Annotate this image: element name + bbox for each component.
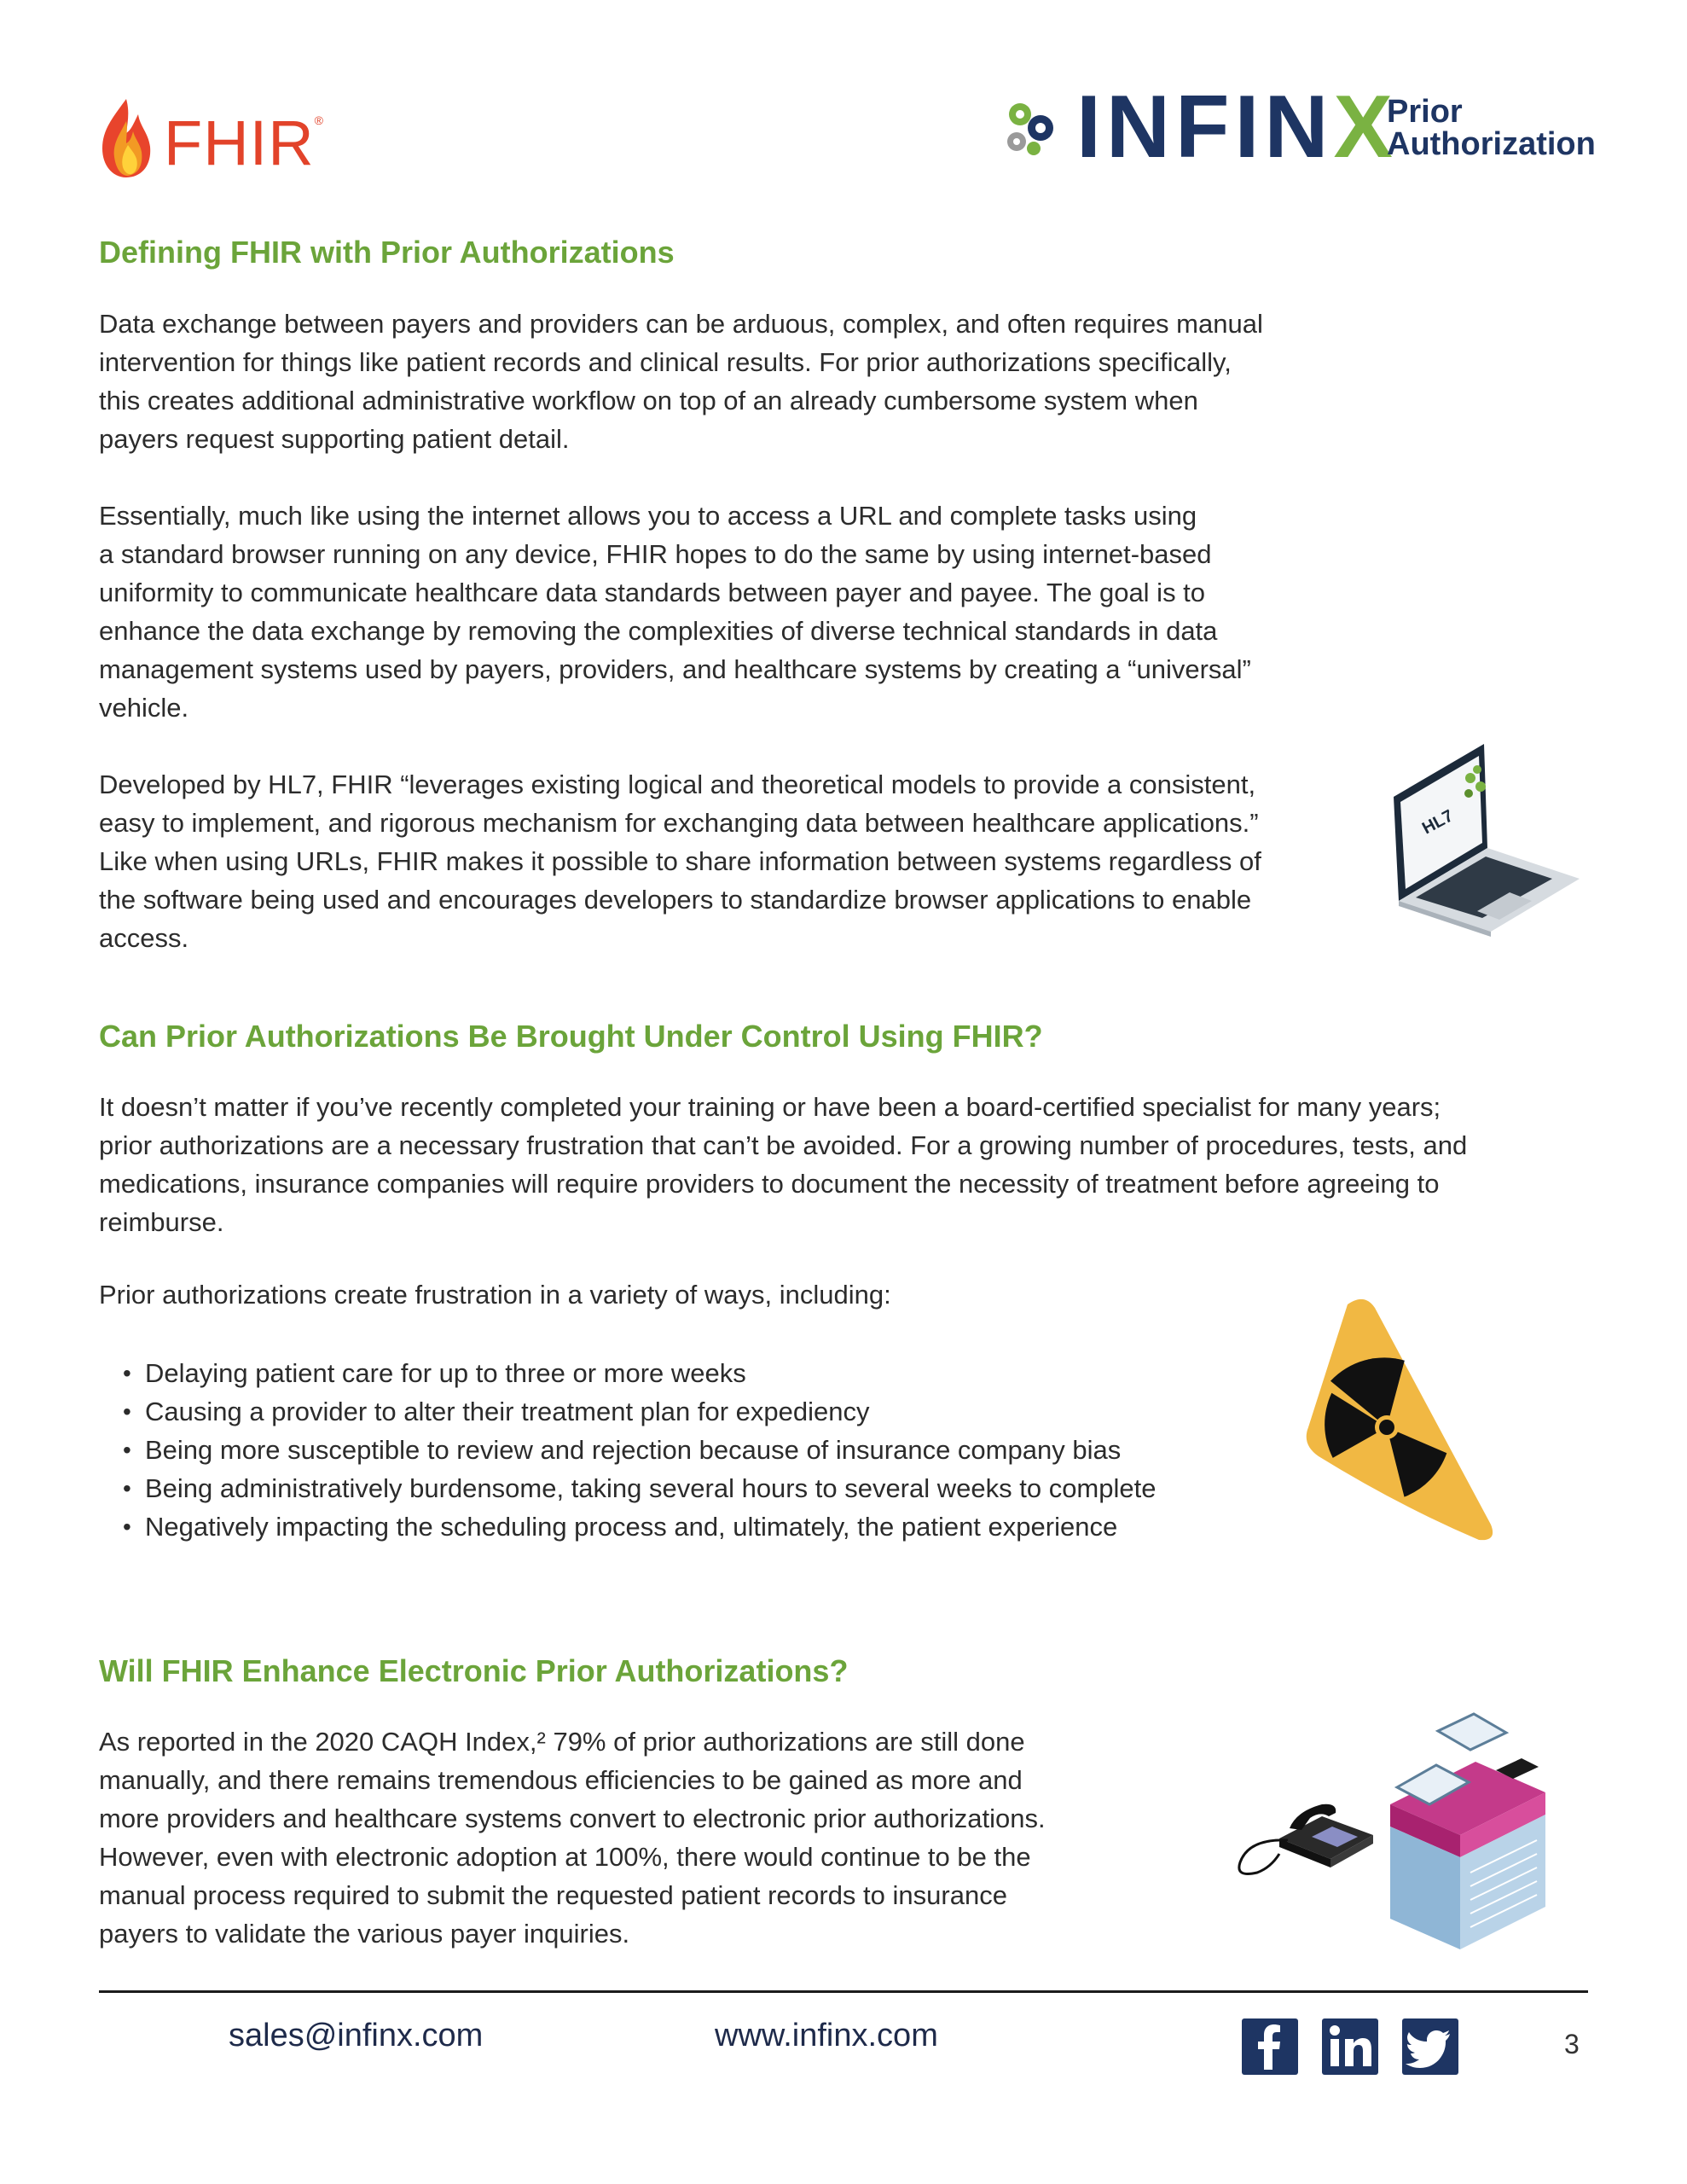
paragraph: Developed by HL7, FHIR “leverages existing logical and theoretical models to provide a consistent, easy to implement, and rigorous mechanism for exchanging data between healthcare applications.” Like when using URLs, FHIR makes it possible to share information between systems regardless of the software being used and encourages developers to standardize browser applications to enable access.	[99, 770, 1261, 953]
facebook-icon[interactable]	[1242, 2018, 1298, 2075]
page-number: 3	[1564, 2029, 1580, 2059]
paragraph: It doesn’t matter if you’ve recently completed your training or have been a board-certified specialist for many years; prior authorizations are a necessary frustration that can’t be avoided. For a growing number of procedures, tests, and medications, insurance companies will require providers to document the necessity of treatment before agreeing to reimburse.	[99, 1092, 1468, 1237]
fhir-flame-icon	[96, 96, 157, 181]
linkedin-icon[interactable]	[1322, 2018, 1378, 2075]
paragraph: As reported in the 2020 CAQH Index,² 79% of prior authorizations are still done manually, and there remains tremendous efficiencies to be gained as more and more providers and healthcare systems convert to electronic prior authorizations. However, even with electronic adoption at 100%, there would continue to be the manual process required to submit the requested patient records to insurance payers to validate the various payer inquiries.	[99, 1727, 1046, 1949]
laptop-screen-label: HL7	[1419, 806, 1457, 839]
section-heading-prior-auth-control: Can Prior Authorizations Be Brought Under Control Using FHIR?	[99, 1019, 1043, 1054]
radiation-warning-illustration	[1296, 1292, 1501, 1548]
paragraph: Data exchange between payers and providers can be arduous, complex, and often requires manual intervention for things like patient records and clinical results. For prior authorizations specifically, this creates additional administrative workflow on top of an already cumbersome system when payers request supporting patient detail.	[99, 309, 1263, 454]
footer-email-link[interactable]: sales@infinx.com	[229, 2018, 484, 2053]
fhir-logo-text: FHIR®	[164, 107, 324, 178]
list-item: • Delaying patient care for up to three or more weeks	[99, 1354, 1156, 1392]
twitter-icon[interactable]	[1402, 2018, 1458, 2075]
phone-printer-illustration	[1228, 1711, 1552, 1958]
infinx-gears-icon	[996, 96, 1064, 164]
infinx-product-name: Prior Authorization	[1387, 94, 1596, 162]
footer-website-link[interactable]: www.infinx.com	[715, 2018, 938, 2053]
paragraph: Prior authorizations create frustration in a variety of ways, including:	[99, 1280, 891, 1310]
paragraph: Essentially, much like using the internet allows you to access a URL and complete tasks using a standard browser running on any device, FHIR hopes to do the same by using internet-based uniformity to communicate healthcare data standards between payer and payee. The goal is to enhance the data exchange by removing the complexities of diverse technical standards in data management systems used by payers, providers, and healthcare systems by creating a “universal” vehicle.	[99, 501, 1251, 723]
list-item: • Being more susceptible to review and rejection because of insurance company bias	[99, 1431, 1156, 1469]
laptop-hl7-illustration	[1382, 735, 1586, 940]
list-item: • Negatively impacting the scheduling process and, ultimately, the patient experience	[99, 1507, 1156, 1546]
infinx-logo-text: INFINX	[1076, 78, 1398, 177]
frustration-list	[99, 1354, 1156, 1546]
section-heading-electronic-prior-auth: Will FHIR Enhance Electronic Prior Authorizations?	[99, 1653, 849, 1688]
list-item: • Being administratively burdensome, taking several hours to several weeks to complete	[99, 1469, 1156, 1507]
list-item: • Causing a provider to alter their treatment plan for expediency	[99, 1392, 1156, 1431]
section-heading-defining-fhir: Defining FHIR with Prior Authorizations	[99, 235, 675, 270]
footer-divider	[99, 1990, 1588, 1993]
